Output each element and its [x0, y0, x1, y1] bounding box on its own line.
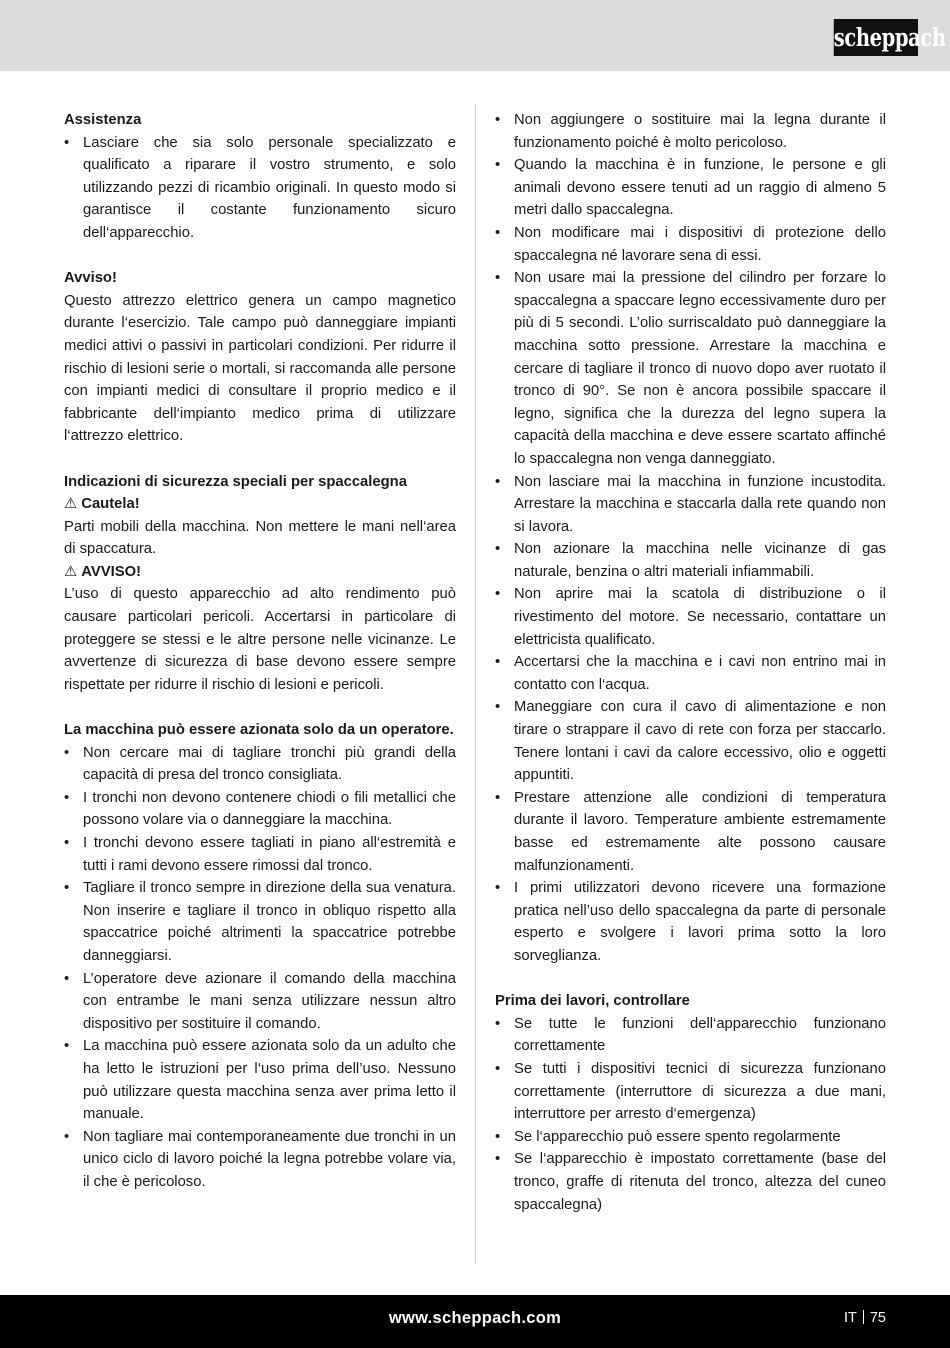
column-divider [475, 104, 476, 1264]
list-item: • L’operatore deve azionare il comando della macchina con entrambe le mani senza utilizzare nessun altro dispositivo per sostituire il comando. [64, 968, 456, 1036]
list-item: • I primi utilizzatori devono ricevere una formazione pratica nell’uso dello spaccalegna da parte di personale esperto e svolgere i lavori prima sotto la loro sorveglianza. [495, 877, 886, 967]
section-title-operatore: La macchina può essere azionata solo da un operatore. [64, 722, 454, 739]
list-item: • Quando la macchina è in funzione, le persone e gli animali devono essere tenuti ad un raggio di almeno 5 metri dallo spaccalegna. [495, 154, 886, 222]
operatore-list [64, 742, 456, 1194]
list-item: • Se tutte le funzioni dell‘apparecchio funzionano correttamente [495, 1013, 886, 1058]
list-item: • Non tagliare mai contemporaneamente due tronchi in un unico ciclo di lavoro poiché la legna potrebbe volare via, il che è pericoloso. [64, 1126, 456, 1194]
safety-list [495, 109, 886, 968]
list-item: • Non cercare mai di tagliare tronchi più grandi della capacità di presa del tronco consigliata. [64, 742, 456, 787]
list-item: • Lasciare che sia solo personale specializzato e qualificato a riparare il vostro strumento, e solo utilizzando pezzi di ricambio originali. In questo modo si garantisce il costante funzionamento sicuro dell‘apparecchio. [64, 132, 456, 245]
list-item: • Se l‘apparecchio può essere spento regolarmente [495, 1126, 886, 1149]
caution-label: Cautela! [81, 496, 140, 513]
prima-list [495, 1013, 886, 1216]
page-number [844, 1295, 886, 1342]
list-item: • Non aprire mai la scatola di distribuzione o il rivestimento del motore. Se necessario, contattare un elettricista qualificato. [495, 583, 886, 651]
header-band [0, 0, 950, 71]
section-title-avviso: Avviso! [64, 270, 117, 287]
list-item: • Non azionare la macchina nelle vicinanze di gas naturale, benzina o altri materiali infiammabili. [495, 538, 886, 583]
page-separator [863, 1310, 864, 1324]
list-item: • Non usare mai la pressione del cilindro per forzare lo spaccalegna a spaccare legno eccessivamente duro per più di 5 secondi. L’olio surriscaldato può danneggiare la macchina sotto pressione. Arrestare la macchina e cercare di tagliare il tronco di nuovo dopo aver ruotato il tronco di 90°. Se non è ancora possibile spaccare il legno, significa che la durezza del legno supera la capacità della macchina e deve essere scartato affinché lo spaccalegna non venga danneggiato. [495, 267, 886, 470]
list-item: • Maneggiare con cura il cavo di alimentazione e non tirare o strappare il cavo di rete con forza per staccarlo. Tenere lontani i cavi da calore eccessivo, olio e oggetti appuntiti. [495, 696, 886, 786]
left-column [64, 109, 456, 1194]
footer-website-link[interactable]: www.scheppach.com [388, 1309, 562, 1327]
avviso-warning-label: AVVISO! [81, 563, 142, 580]
list-item: • La macchina può essere azionata solo da un adulto che ha letto le istruzioni per l‘uso prima dell’uso. Nessuno può utilizzare questa macchina senza aver prima letto il manuale. [64, 1035, 456, 1125]
list-item: • Se l‘apparecchio è impostato correttamente (base del tronco, graffe di ritenuta del tronco, altezza del cuneo spaccalegna) [495, 1148, 886, 1216]
list-item: • Tagliare il tronco sempre in direzione della sua venatura. Non inserire e tagliare il tronco in obliquo rispetto alla spaccatrice poiché altrimenti la spaccatrice potrebbe danneggiarsi. [64, 877, 456, 967]
warning-icon: ⚠ [64, 496, 78, 513]
warning-icon: ⚠ [64, 563, 78, 580]
assistenza-list [64, 132, 456, 245]
avviso-warning-heading [64, 561, 456, 584]
footer-band [0, 1295, 950, 1348]
brand-logo: scheppach [834, 19, 918, 56]
list-item: • Se tutti i dispositivi tecnici di sicurezza funzionano correttamente (interruttore di sicurezza a due mani, interruttore per arresto d‘emergenza) [495, 1058, 886, 1126]
list-item: • Accertarsi che la macchina e i cavi non entrino mai in contatto con l‘acqua. [495, 651, 886, 696]
list-item: • Non modificare mai i dispositivi di protezione dello spaccalegna né lavorare sena di essi. [495, 222, 886, 267]
caution-paragraph: Parti mobili della macchina. Non mettere le mani nell‘area di spaccatura. [64, 518, 456, 558]
section-title-prima: Prima dei lavori, controllare [495, 993, 690, 1010]
right-column [495, 109, 886, 1216]
list-item: • Prestare attenzione alle condizioni di temperatura durante il lavoro. Temperature ambiente estremamente basse ed estremamente alte possono causare malfunzionamenti. [495, 787, 886, 877]
list-item: • Non lasciare mai la macchina in funzione incustodita. Arrestare la macchina e staccarla dalla rete quando non si lavora. [495, 471, 886, 539]
section-title-indicazioni: Indicazioni di sicurezza speciali per spaccalegna [64, 473, 407, 490]
avviso-paragraph: Questo attrezzo elettrico genera un campo magnetico durante l‘esercizio. Tale campo può danneggiare impianti medici attivi o passivi in particolari condizioni. Per ridurre il rischio di lesioni serie o mortali, si raccomanda alle persone con impianti medici di consultare il proprio medico e il fabbricante dell‘impianto medico prima di utilizzare l‘attrezzo elettrico. [64, 292, 456, 445]
list-item: • Non aggiungere o sostituire mai la legna durante il funzionamento poiché è molto pericoloso. [495, 109, 886, 154]
list-item: • I tronchi non devono contenere chiodi o fili metallici che possono volare via o danneggiare la macchina. [64, 787, 456, 832]
list-item: • I tronchi devono essere tagliati in piano all‘estremità e tutti i rami devono essere rimossi dal tronco. [64, 832, 456, 877]
page-number-value: 75 [869, 1310, 886, 1326]
avviso-warning-paragraph: L’uso di questo apparecchio ad alto rendimento può causare particolari pericoli. Accertarsi in particolare di proteggere se stessi e le altre persone nelle vicinanze. Le avvertenze di sicurezza di base devono essere sempre rispettate per ridurre il rischio di lesioni e pericoli. [64, 586, 456, 693]
language-code: IT [843, 1310, 857, 1326]
caution-heading [64, 493, 456, 516]
section-title-assistenza: Assistenza [64, 112, 142, 128]
